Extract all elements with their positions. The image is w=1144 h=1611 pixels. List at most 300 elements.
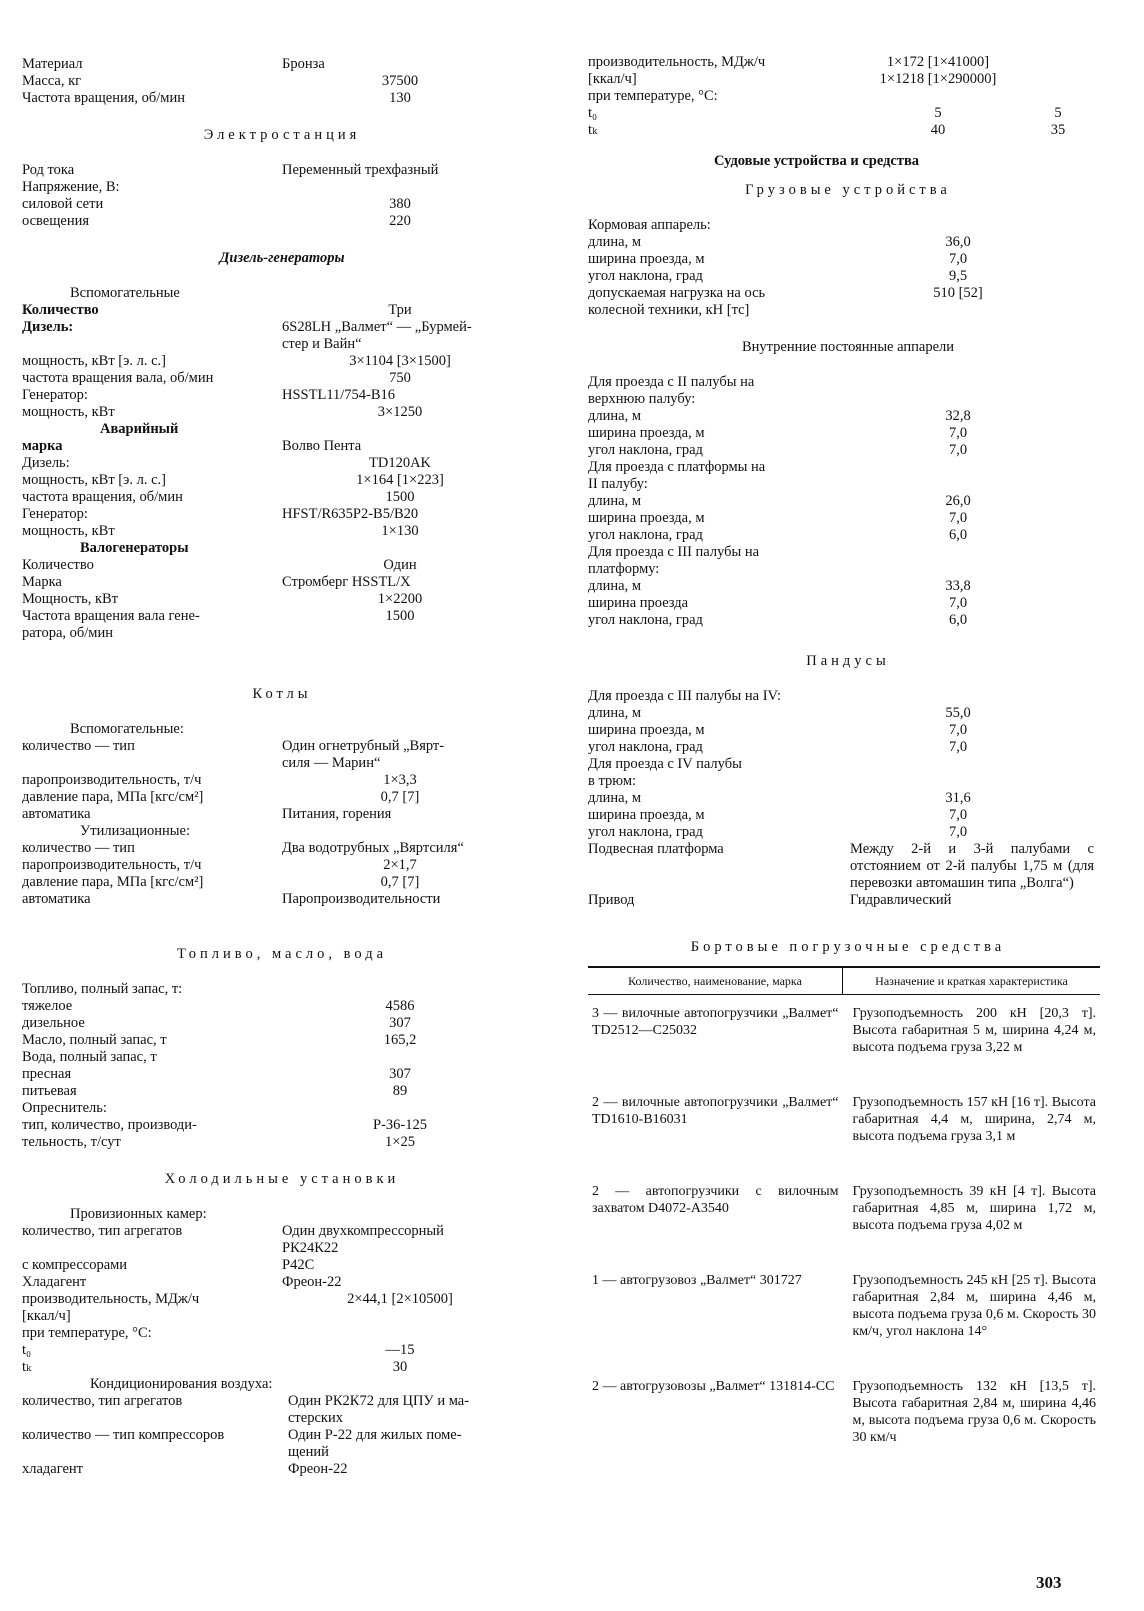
spec-value: 1×164 [1×223] (356, 472, 444, 488)
right-column (588, 54, 1108, 1474)
spec-value-1: 1×1218 [1×290000] (879, 71, 997, 87)
emergency-generator-specs (22, 438, 542, 540)
spec-row (588, 688, 1108, 705)
equipment-description: Грузоподъемность 132 кН [13,5 т]. Высота габаритная 2,84 м, ширина 4,46 м, высота подъема груза 0,6 м. Скорость 30 км/ч (852, 1379, 1096, 1445)
spec-label: угол наклона, град (588, 442, 703, 458)
fuel-title: Топливо, масло, вода (176, 946, 388, 962)
spec-label: производительность, МДж/ч (22, 1291, 200, 1307)
page-number: 303 (1036, 1573, 1062, 1592)
spec-value: 0,7 [7] (380, 874, 420, 890)
spec-label: Количество (22, 302, 99, 318)
spec-label: паропроизводительность, т/ч (22, 857, 202, 873)
spec-row (22, 1427, 542, 1444)
spec-label: t₀ (588, 105, 598, 121)
spec-value: HSSTL11/754-B16 (282, 387, 396, 403)
spec-row (588, 807, 1108, 824)
spec-row (588, 408, 1108, 425)
spec-row (22, 1240, 542, 1257)
suspended-platform-label: Подвесная платформа (588, 841, 724, 857)
spec-row (588, 561, 1108, 578)
spec-row (22, 591, 542, 608)
spec-label: Для проезда с III палубы на (588, 544, 760, 560)
spec-label: количество, тип агрегатов (22, 1393, 183, 1409)
spec-value: 1500 (385, 489, 415, 505)
spec-value: 7,0 (948, 251, 968, 267)
spec-value: 7,0 (948, 739, 968, 755)
spec-value: 1×2200 (377, 591, 423, 607)
spec-row (22, 789, 542, 806)
spec-label: угол наклона, град (588, 527, 703, 543)
spec-label: Топливо, полный запас, т: (22, 981, 183, 997)
drive-label: Привод (588, 892, 635, 908)
spec-label: в трюм: (588, 773, 637, 789)
spec-label: Дизель: (22, 455, 70, 471)
spec-value-2: 35 (1050, 122, 1066, 138)
spec-row (22, 455, 542, 472)
spec-row (22, 738, 542, 755)
spec-row (22, 1325, 542, 1342)
spec-row (22, 1291, 542, 1308)
spec-label: Хладагент (22, 1274, 87, 1290)
spec-row (588, 54, 1108, 71)
equipment-description: Грузоподъемность 200 кН [20,3 т]. Высота габаритная 5 м, ширина 4,24 м, высота подъема груза 3,22 м (852, 1006, 1096, 1055)
spec-label: тяжелое (22, 998, 73, 1014)
table-row (588, 995, 1100, 1085)
spec-row (22, 840, 542, 857)
spec-label: длина, м (588, 705, 641, 721)
spec-value: Три (388, 302, 412, 318)
spec-value: 7,0 (948, 595, 968, 611)
loading-means-title: Бортовые погрузочные средства (690, 939, 1006, 955)
spec-label: частота вращения, об/мин (22, 489, 183, 505)
spec-value: Р-36-125 (373, 1117, 427, 1133)
internal-ramps-specs (588, 374, 1108, 629)
shaft-generators-specs (22, 557, 542, 642)
spec-row (22, 1393, 542, 1410)
spec-label: Для проезда с II палубы на (588, 374, 755, 390)
spec-row (588, 234, 1108, 251)
spec-row (22, 557, 542, 574)
spec-row (22, 472, 542, 489)
propeller-specs (22, 56, 542, 107)
spec-row (588, 285, 1108, 302)
spec-value: Стромберг HSSTL/X (282, 574, 411, 590)
spec-row (22, 755, 542, 772)
spec-label: силовой сети (22, 196, 104, 212)
internal-ramps-title: Внутренние постоянные аппарели (741, 339, 955, 355)
spec-label: автоматика (22, 891, 91, 907)
spec-label: длина, м (588, 408, 641, 424)
power-station-specs (22, 162, 542, 230)
spec-row (22, 891, 542, 908)
spec-value: 55,0 (945, 705, 971, 721)
power-station-title: Электростанция (203, 127, 361, 143)
spec-label: мощность, кВт [э. л. с.] (22, 472, 166, 488)
spec-value: Один РК2К72 для ЦПУ и ма- (288, 1393, 470, 1409)
spec-label: давление пара, МПа [кгс/см²] (22, 874, 204, 890)
spec-value: 130 (389, 90, 411, 106)
spec-value: 30 (392, 1359, 408, 1375)
cargo-devices-specs (588, 217, 1108, 319)
table-row (588, 1084, 1100, 1173)
spec-row (22, 857, 542, 874)
spec-row (22, 1274, 542, 1291)
spec-label: количество, тип агрегатов (22, 1223, 183, 1239)
aux-generators-head: Вспомогательные (70, 285, 180, 301)
spec-label: питьевая (22, 1083, 77, 1099)
aux-generators-specs (22, 302, 542, 421)
spec-label: колесной техники, кН [тс] (588, 302, 750, 318)
spec-value: 6S28LH „Валмет“ — „Бурмей- (282, 319, 472, 335)
spec-row (22, 1257, 542, 1274)
spec-label: ширина проезда, м (588, 251, 705, 267)
spec-row (22, 353, 542, 370)
fuel-specs (22, 981, 542, 1151)
spec-label: Масло, полный запас, т (22, 1032, 167, 1048)
spec-value: 26,0 (945, 493, 971, 509)
spec-label: tₖ (588, 122, 598, 138)
spec-row (22, 608, 542, 625)
spec-value: стер и Вайн“ (282, 336, 362, 352)
spec-label: длина, м (588, 578, 641, 594)
spec-value: Один огнетрубный „Вярт- (282, 738, 445, 754)
drive-row (588, 892, 1108, 909)
equipment-description: Грузоподъемность 39 кН [4 т]. Высота габаритная 4,85 м, ширина 1,72 м, высота подъема груза 4,02 м (852, 1184, 1096, 1233)
spec-label: угол наклона, град (588, 739, 703, 755)
spec-row (22, 1066, 542, 1083)
spec-label: верхнюю палубу: (588, 391, 696, 407)
cargo-devices-title: Грузовые устройства (745, 182, 951, 198)
spec-row (22, 1134, 542, 1151)
spec-value: 32,8 (945, 408, 971, 424)
equipment-name: 2 — вилочные автопогрузчики „Валмет“ TD1610-B16031 (592, 1095, 839, 1127)
spec-row (588, 88, 1108, 105)
aux-boilers-specs (22, 738, 542, 823)
spec-label: Вода, полный запас, т (22, 1049, 157, 1065)
spec-value: стерских (288, 1410, 343, 1426)
spec-label: при температуре, °С: (588, 88, 718, 104)
spec-row (22, 1015, 542, 1032)
spec-row (22, 56, 542, 73)
spec-label: производительность, МДж/ч (588, 54, 766, 70)
spec-row (22, 90, 542, 107)
spec-row (22, 1032, 542, 1049)
spec-row (22, 336, 542, 353)
spec-value: 750 (389, 370, 411, 386)
boilers-title: Котлы (252, 686, 312, 702)
spec-value-1: 5 (934, 105, 942, 121)
spec-row (22, 1049, 542, 1066)
spec-value: 165,2 (383, 1032, 417, 1048)
spec-row (588, 790, 1108, 807)
spec-value: Два водотрубных „Вяртсиля“ (282, 840, 464, 856)
table-row (588, 1173, 1100, 1262)
spec-row (22, 387, 542, 404)
spec-label: угол наклона, град (588, 824, 703, 840)
spec-row (22, 1100, 542, 1117)
spec-value: 6,0 (948, 527, 968, 543)
spec-value: TD120AK (368, 455, 432, 471)
spec-row (588, 595, 1108, 612)
spec-label: ширина проезда, м (588, 425, 705, 441)
spec-row (22, 179, 542, 196)
spec-label: Генератор: (22, 387, 88, 403)
spec-value: РК24К22 (282, 1240, 339, 1256)
spec-row (22, 806, 542, 823)
spec-label: длина, м (588, 234, 641, 250)
spec-value: 380 (389, 196, 411, 212)
spec-value: 9,5 (948, 268, 968, 284)
spec-label: длина, м (588, 790, 641, 806)
spec-row (588, 251, 1108, 268)
spec-value: 2×44,1 [2×10500] (347, 1291, 453, 1307)
spec-label: количество — тип компрессоров (22, 1427, 225, 1443)
spec-label: ширина проезда, м (588, 807, 705, 823)
spec-row (22, 1308, 542, 1325)
spec-value: 33,8 (945, 578, 971, 594)
spec-row (588, 578, 1108, 595)
equipment-name: 1 — автогрузовоз „Валмет“ 301727 (592, 1273, 802, 1288)
spec-row (588, 105, 1108, 122)
spec-label: длина, м (588, 493, 641, 509)
spec-label: марка (22, 438, 63, 454)
spec-row (22, 506, 542, 523)
ramps-title: Пандусы (806, 653, 890, 669)
spec-label: Род тока (22, 162, 75, 178)
spec-label: тельность, т/сут (22, 1134, 121, 1150)
spec-value: 1×25 (385, 1134, 415, 1150)
spec-value: 0,7 [7] (380, 789, 420, 805)
spec-value: 89 (392, 1083, 408, 1099)
spec-label: Частота вращения вала гене- (22, 608, 200, 624)
spec-row (588, 739, 1108, 756)
spec-row (588, 302, 1108, 319)
spec-label: количество — тип (22, 738, 135, 754)
spec-row (588, 824, 1108, 841)
spec-row (22, 489, 542, 506)
spec-value: 7,0 (948, 510, 968, 526)
spec-label: угол наклона, град (588, 612, 703, 628)
spec-row (22, 1223, 542, 1240)
spec-value: Бронза (282, 56, 325, 72)
spec-value: Р42С (282, 1257, 315, 1273)
spec-label: Кормовая аппарель: (588, 217, 711, 233)
loading-means-table (588, 966, 1100, 1474)
spec-row (588, 442, 1108, 459)
spec-row (22, 981, 542, 998)
spec-label: t₀ (22, 1342, 32, 1358)
spec-label: Количество (22, 557, 94, 573)
spec-row (588, 425, 1108, 442)
spec-label: Материал (22, 56, 83, 72)
spec-value: 220 (389, 213, 411, 229)
spec-label: автоматика (22, 806, 91, 822)
drive-value: Гидравлический (850, 892, 952, 908)
spec-row (588, 268, 1108, 285)
left-column (22, 56, 542, 1478)
spec-value: 36,0 (945, 234, 971, 250)
util-boilers-head: Утилизационные: (80, 823, 191, 839)
spec-value: 510 [52] (933, 285, 983, 301)
spec-label: мощность, кВт (22, 523, 115, 539)
spec-row (22, 772, 542, 789)
table-row (588, 1262, 1100, 1368)
spec-value: 1500 (385, 608, 415, 624)
spec-value-2: 5 (1054, 105, 1062, 121)
spec-value: 3×1250 (377, 404, 423, 420)
spec-value: Один (383, 557, 417, 573)
equipment-description: Грузоподъемность 245 кН [25 т]. Высота габаритная 2,84 м, ширина 4,46 м, высота подъема груза 0,6 м. Скорость 30 км/ч, угол наклона 14° (852, 1273, 1096, 1339)
spec-value: HFST/R635P2-B5/B20 (282, 506, 419, 522)
spec-label: мощность, кВт (22, 404, 115, 420)
util-boilers-specs (22, 840, 542, 908)
spec-label: [ккал/ч] (22, 1308, 71, 1324)
spec-label: мощность, кВт [э. л. с.] (22, 353, 166, 369)
spec-row (588, 374, 1108, 391)
shaft-generators-head: Валогенераторы (80, 540, 189, 556)
spec-value: 307 (389, 1015, 411, 1031)
spec-label: с компрессорами (22, 1257, 128, 1273)
spec-label: тип, количество, производи- (22, 1117, 197, 1133)
spec-value: Один двухкомпрессорный (282, 1223, 444, 1239)
spec-value: —15 (385, 1342, 415, 1358)
spec-value: Фреон-22 (288, 1461, 348, 1477)
spec-label: частота вращения вала, об/мин (22, 370, 214, 386)
spec-label: при температуре, °С: (22, 1325, 152, 1341)
spec-value: 2×1,7 (383, 857, 417, 873)
spec-value: Один Р-22 для жилых поме- (288, 1427, 462, 1443)
spec-label: Дизель: (22, 319, 74, 335)
spec-label: Для проезда с IV палубы (588, 756, 742, 772)
spec-label: давление пара, МПа [кгс/см²] (22, 789, 204, 805)
spec-value: 307 (389, 1066, 411, 1082)
spec-label: II палубу: (588, 476, 648, 492)
spec-row (22, 73, 542, 90)
col-header-desc: Назначение и краткая характеристика (843, 967, 1101, 995)
spec-row (22, 1117, 542, 1134)
spec-label: платформу: (588, 561, 660, 577)
suspended-platform-row (588, 841, 1108, 892)
spec-label: Для проезда с платформы на (588, 459, 766, 475)
spec-label: угол наклона, град (588, 268, 703, 284)
spec-value: Питания, горения (282, 806, 392, 822)
ac-head: Кондиционирования воздуха: (90, 1376, 273, 1392)
spec-label: Мощность, кВт (22, 591, 119, 607)
spec-value: 1×130 (381, 523, 419, 539)
spec-row (588, 493, 1108, 510)
spec-row (22, 213, 542, 230)
spec-value: Волво Пента (282, 438, 362, 454)
spec-row (22, 196, 542, 213)
spec-label: ширина проезда (588, 595, 689, 611)
spec-label: [ккал/ч] (588, 71, 637, 87)
spec-value: 7,0 (948, 425, 968, 441)
spec-label: допускаемая нагрузка на ось (588, 285, 766, 301)
spec-row (22, 1359, 542, 1376)
devices-title: Судовые устройства и средства (714, 153, 920, 169)
equipment-description: Грузоподъемность 157 кН [16 т]. Высота габаритная 4,4 м, ширина, 2,74 м, высота подъема груза 3,1 м (852, 1095, 1096, 1144)
spec-row (588, 391, 1108, 408)
spec-label: паропроизводительность, т/ч (22, 772, 202, 788)
spec-label: Напряжение, В: (22, 179, 120, 195)
spec-value: 7,0 (948, 807, 968, 823)
spec-row (22, 438, 542, 455)
ac-performance-specs (588, 54, 1108, 139)
provision-specs (22, 1223, 542, 1376)
spec-row (588, 722, 1108, 739)
spec-row (588, 71, 1108, 88)
spec-value: 4586 (385, 998, 415, 1014)
ramps-specs (588, 688, 1108, 841)
spec-row (22, 523, 542, 540)
spec-label: освещения (22, 213, 90, 229)
spec-row (22, 1461, 542, 1478)
spec-row (22, 302, 542, 319)
spec-value: 37500 (381, 73, 419, 89)
spec-label: количество — тип (22, 840, 135, 856)
spec-row (588, 773, 1108, 790)
col-header-name: Количество, наименование, марка (588, 967, 843, 995)
table-row (588, 1368, 1100, 1474)
ac-specs (22, 1393, 542, 1478)
spec-row (588, 476, 1108, 493)
spec-label: Опреснитель: (22, 1100, 107, 1116)
spec-row (22, 162, 542, 179)
spec-row (22, 319, 542, 336)
spec-label: пресная (22, 1066, 72, 1082)
spec-value: Фреон-22 (282, 1274, 342, 1290)
equipment-name: 2 — автопогрузчики с вилочным захватом D4072-A3540 (592, 1184, 839, 1216)
spec-value: 7,0 (948, 442, 968, 458)
spec-value: Переменный трехфазный (282, 162, 439, 178)
emergency-generator-head: Аварийный (100, 421, 179, 437)
aux-boilers-head: Вспомогательные: (70, 721, 184, 737)
suspended-platform-value: Между 2-й и 3-й палубами с отстоянием от 2-й палубы 1,75 м (для перевозки автомашин типа „Волга“) (850, 841, 1094, 891)
spec-label: хладагент (22, 1461, 84, 1477)
spec-row (588, 756, 1108, 773)
spec-value: 31,6 (945, 790, 971, 806)
spec-label: ратора, об/мин (22, 625, 113, 641)
spec-row (588, 544, 1108, 561)
spec-label: Частота вращения, об/мин (22, 90, 185, 106)
spec-label: ширина проезда, м (588, 510, 705, 526)
spec-value-1: 40 (930, 122, 946, 138)
spec-row (22, 1342, 542, 1359)
provision-head: Провизионных камер: (70, 1206, 207, 1222)
refrigeration-title: Холодильные установки (164, 1171, 400, 1187)
spec-row (22, 404, 542, 421)
spec-row (588, 612, 1108, 629)
spec-row (22, 998, 542, 1015)
spec-value-1: 1×172 [1×41000] (886, 54, 990, 70)
spec-value: 7,0 (948, 722, 968, 738)
spec-label: дизельное (22, 1015, 85, 1031)
spec-row (22, 874, 542, 891)
spec-row (22, 1410, 542, 1427)
spec-row (22, 370, 542, 387)
spec-row (588, 217, 1108, 234)
spec-row (22, 1083, 542, 1100)
spec-row (588, 705, 1108, 722)
spec-row (22, 1444, 542, 1461)
spec-row (588, 459, 1108, 476)
spec-row (588, 510, 1108, 527)
spec-value: Паропроизводительности (282, 891, 441, 907)
spec-value: 1×3,3 (383, 772, 417, 788)
spec-label: Масса, кг (22, 73, 82, 89)
diesel-generators-title: Дизель-генераторы (219, 250, 345, 266)
spec-label: Генератор: (22, 506, 88, 522)
